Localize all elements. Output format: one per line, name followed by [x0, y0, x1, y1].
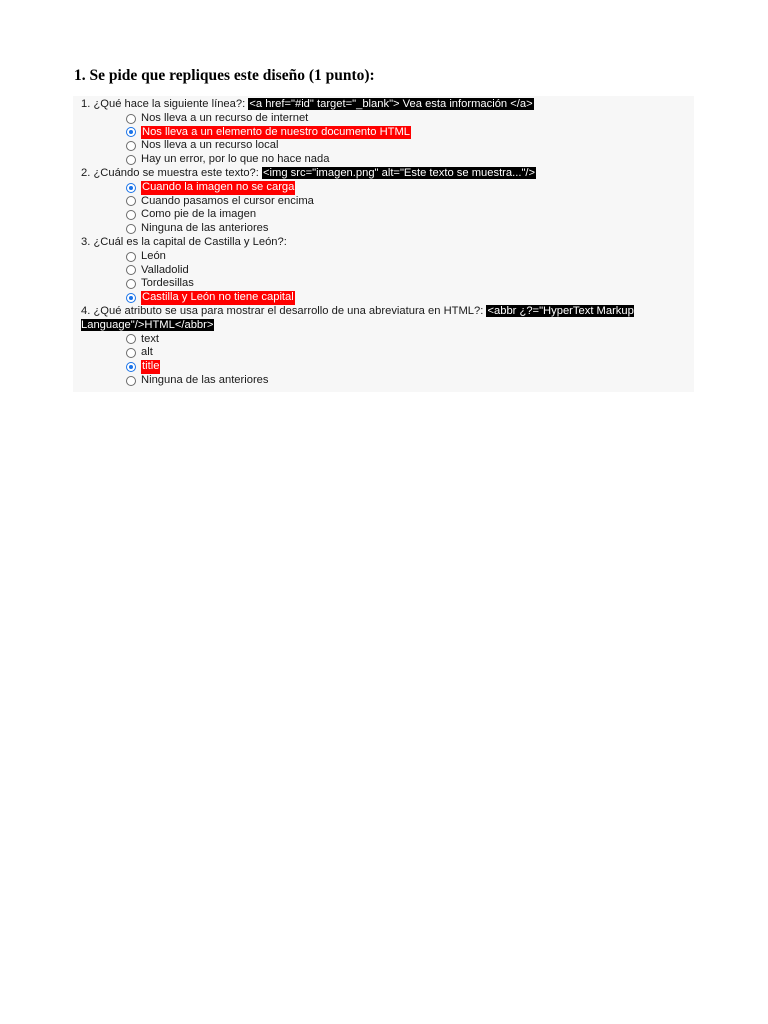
radio-unchecked-icon[interactable]	[126, 155, 136, 165]
radio-checked-icon[interactable]	[126, 293, 136, 303]
radio-unchecked-icon[interactable]	[126, 196, 136, 206]
option-label: Valladolid	[141, 263, 189, 276]
option-label: Ninguna de las anteriores	[141, 222, 269, 235]
answer-option[interactable]	[126, 195, 686, 209]
answer-option[interactable]	[126, 291, 686, 305]
answer-option[interactable]	[126, 360, 686, 374]
answer-options	[81, 333, 686, 388]
option-label: Nos lleva a un recurso de internet	[141, 111, 309, 124]
question-3	[81, 236, 686, 305]
code-snippet: <a href="#id" target="_blank"> Vea esta información </a>	[249, 98, 533, 110]
option-label: Nos lleva a un recurso local	[141, 139, 279, 152]
radio-unchecked-icon[interactable]	[126, 114, 136, 124]
question-number: 4.	[81, 304, 91, 317]
option-label: text	[141, 332, 160, 345]
question-text	[81, 305, 686, 333]
radio-unchecked-icon[interactable]	[126, 224, 136, 234]
radio-unchecked-icon[interactable]	[126, 141, 136, 151]
radio-unchecked-icon[interactable]	[126, 348, 136, 358]
question-number: 1.	[81, 98, 91, 110]
option-label: Tordesillas	[141, 277, 194, 290]
answer-option[interactable]	[126, 181, 686, 195]
answer-option[interactable]	[126, 126, 686, 140]
question-prompt: ¿Cuándo se muestra este texto?:	[93, 166, 259, 179]
radio-unchecked-icon[interactable]	[126, 279, 136, 289]
option-label: León	[141, 249, 166, 262]
question-number: 2.	[81, 166, 91, 179]
answer-option[interactable]	[126, 264, 686, 278]
answer-options	[81, 112, 686, 167]
quiz-panel	[73, 96, 694, 392]
code-snippet: <img src="imagen.png" alt="Este texto se muestra..."/>	[262, 166, 536, 179]
radio-unchecked-icon[interactable]	[126, 252, 136, 262]
question-text	[81, 98, 686, 112]
answer-option[interactable]	[126, 139, 686, 153]
question-prompt: ¿Qué atributo se usa para mostrar el desarrollo de una abreviatura en HTML?:	[93, 304, 484, 317]
option-label: Castilla y León no tiene capital	[142, 291, 294, 304]
option-label: Cuando la imagen no se carga	[142, 180, 295, 193]
question-4	[81, 305, 686, 388]
option-label: title	[142, 360, 160, 373]
answer-option[interactable]	[126, 333, 686, 347]
answer-option[interactable]	[126, 346, 686, 360]
radio-unchecked-icon[interactable]	[126, 334, 136, 344]
radio-checked-icon[interactable]	[126, 127, 136, 137]
answer-options	[81, 181, 686, 236]
option-label: Cuando pasamos el cursor encima	[141, 194, 314, 207]
answer-option[interactable]	[126, 208, 686, 222]
question-text	[81, 236, 686, 250]
radio-unchecked-icon[interactable]	[126, 265, 136, 275]
answer-option[interactable]	[126, 250, 686, 264]
radio-unchecked-icon[interactable]	[126, 210, 136, 220]
code-snippet: <abbr ¿?="HyperText Markup Language"/>HTML</abbr>	[81, 304, 634, 331]
radio-checked-icon[interactable]	[126, 183, 136, 193]
question-number: 3.	[81, 235, 91, 248]
question-1	[81, 98, 686, 167]
answer-option[interactable]	[126, 153, 686, 167]
option-label: alt	[141, 346, 153, 359]
option-label: Ninguna de las anteriores	[141, 373, 269, 386]
page-heading: 1. Se pide que repliques este diseño (1 punto):	[74, 67, 375, 84]
option-label: Nos lleva a un elemento de nuestro documento HTML	[142, 125, 411, 138]
option-label: Hay un error, por lo que no hace nada	[141, 153, 330, 166]
question-list	[81, 98, 686, 388]
answer-option[interactable]	[126, 374, 686, 388]
radio-unchecked-icon[interactable]	[126, 376, 136, 386]
answer-option[interactable]	[126, 277, 686, 291]
question-prompt: ¿Cuál es la capital de Castilla y León?:	[93, 235, 287, 248]
option-label: Como pie de la imagen	[141, 208, 257, 221]
question-prompt: ¿Qué hace la siguiente línea?:	[93, 98, 246, 110]
question-text	[81, 167, 686, 181]
answer-option[interactable]	[126, 112, 686, 126]
answer-options	[81, 250, 686, 305]
answer-option[interactable]	[126, 222, 686, 236]
radio-checked-icon[interactable]	[126, 362, 136, 372]
question-2	[81, 167, 686, 236]
